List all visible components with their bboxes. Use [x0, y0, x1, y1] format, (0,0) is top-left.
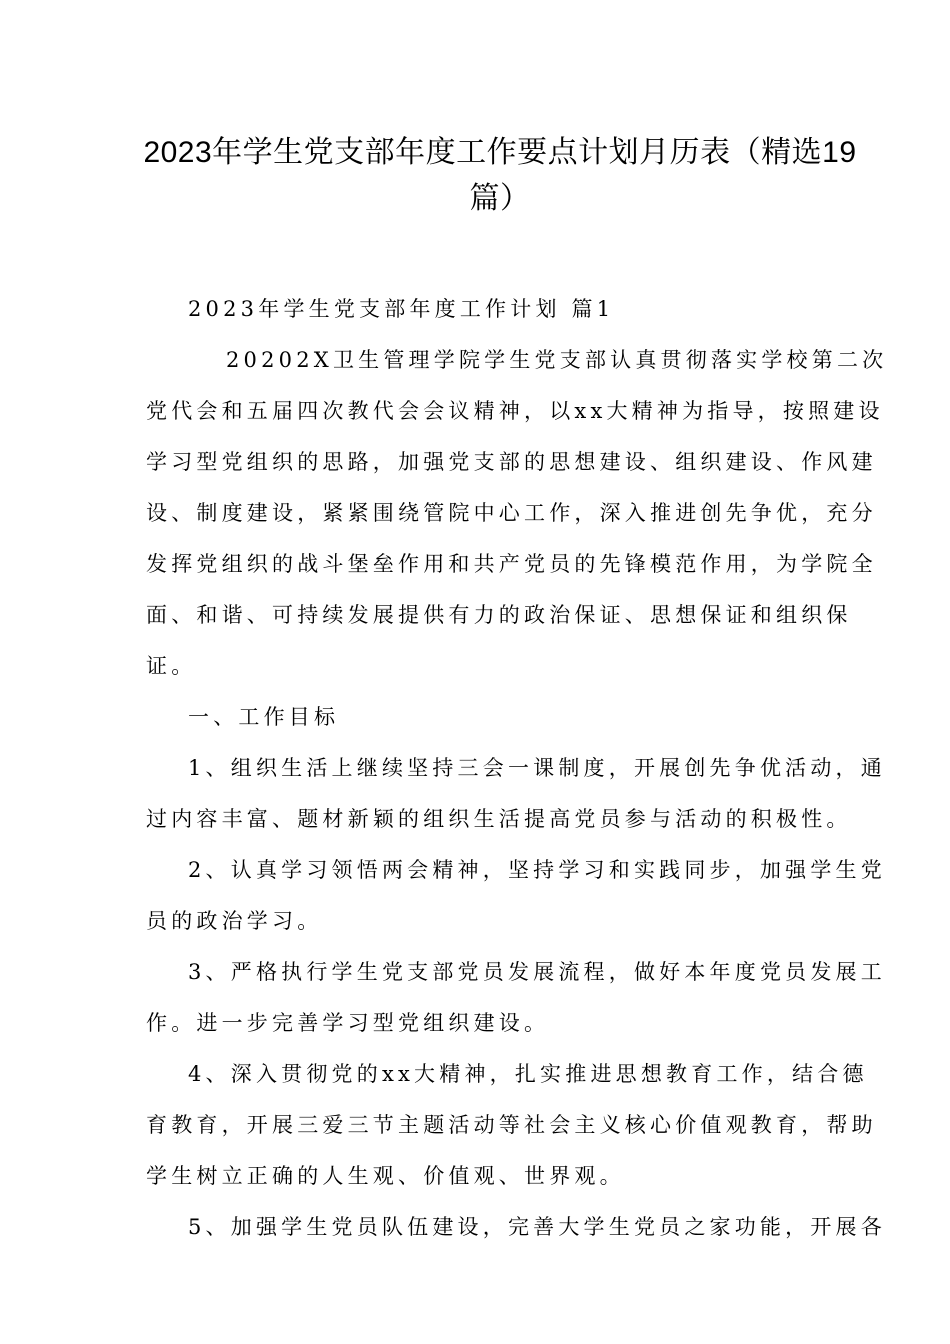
goal-item-line: 5、加强学生党员队伍建设，完善大学生党员之家功能，开展各 [188, 1215, 886, 1239]
goal-item-line: 学生树立正确的人生观、价值观、世界观。 [146, 1164, 625, 1188]
goals-heading: 一、工作目标 [188, 705, 340, 729]
intro-line: 证。 [146, 654, 197, 678]
intro-line: 设、制度建设，紧紧围绕管院中心工作，深入推进创先争优，充分 [146, 501, 877, 525]
intro-line: 党代会和五届四次教代会会议精神，以xx大精神为指导，按照建设 [146, 399, 884, 423]
goal-item-line: 过内容丰富、题材新颖的组织生活提高党员参与活动的积极性。 [146, 807, 852, 831]
intro-line: 20202X卫生管理学院学生党支部认真贯彻落实学校第二次 [226, 348, 888, 372]
intro-line: 学习型党组织的思路，加强党支部的思想建设、组织建设、作风建 [146, 450, 877, 474]
intro-line: 面、和谐、可持续发展提供有力的政治保证、思想保证和组织保 [146, 603, 852, 627]
document-title [100, 130, 900, 222]
title-line-1: 2023年学生党支部年度工作要点计划月历表（精选19 [143, 136, 857, 169]
goal-item-line: 1、组织生活上继续坚持三会一课制度，开展创先争优活动，通 [188, 756, 886, 780]
goal-item-line: 育教育，开展三爱三节主题活动等社会主义核心价值观教育，帮助 [146, 1113, 877, 1137]
goal-item-line: 员的政治学习。 [146, 909, 323, 933]
title-line-2: 篇） [469, 182, 531, 215]
goal-item-line: 2、认真学习领悟两会精神，坚持学习和实践同步，加强学生党 [188, 858, 886, 882]
goal-item-line: 作。进一步完善学习型党组织建设。 [146, 1011, 550, 1035]
section-heading: 2023年学生党支部年度工作计划 篇1 [188, 297, 615, 321]
goal-item-line: 4、深入贯彻党的xx大精神，扎实推进思想教育工作，结合德 [188, 1062, 868, 1086]
goal-item-line: 3、严格执行学生党支部党员发展流程，做好本年度党员发展工 [188, 960, 886, 984]
intro-line: 发挥党组织的战斗堡垒作用和共产党员的先锋模范作用，为学院全 [146, 552, 877, 576]
document-body [146, 284, 888, 1253]
